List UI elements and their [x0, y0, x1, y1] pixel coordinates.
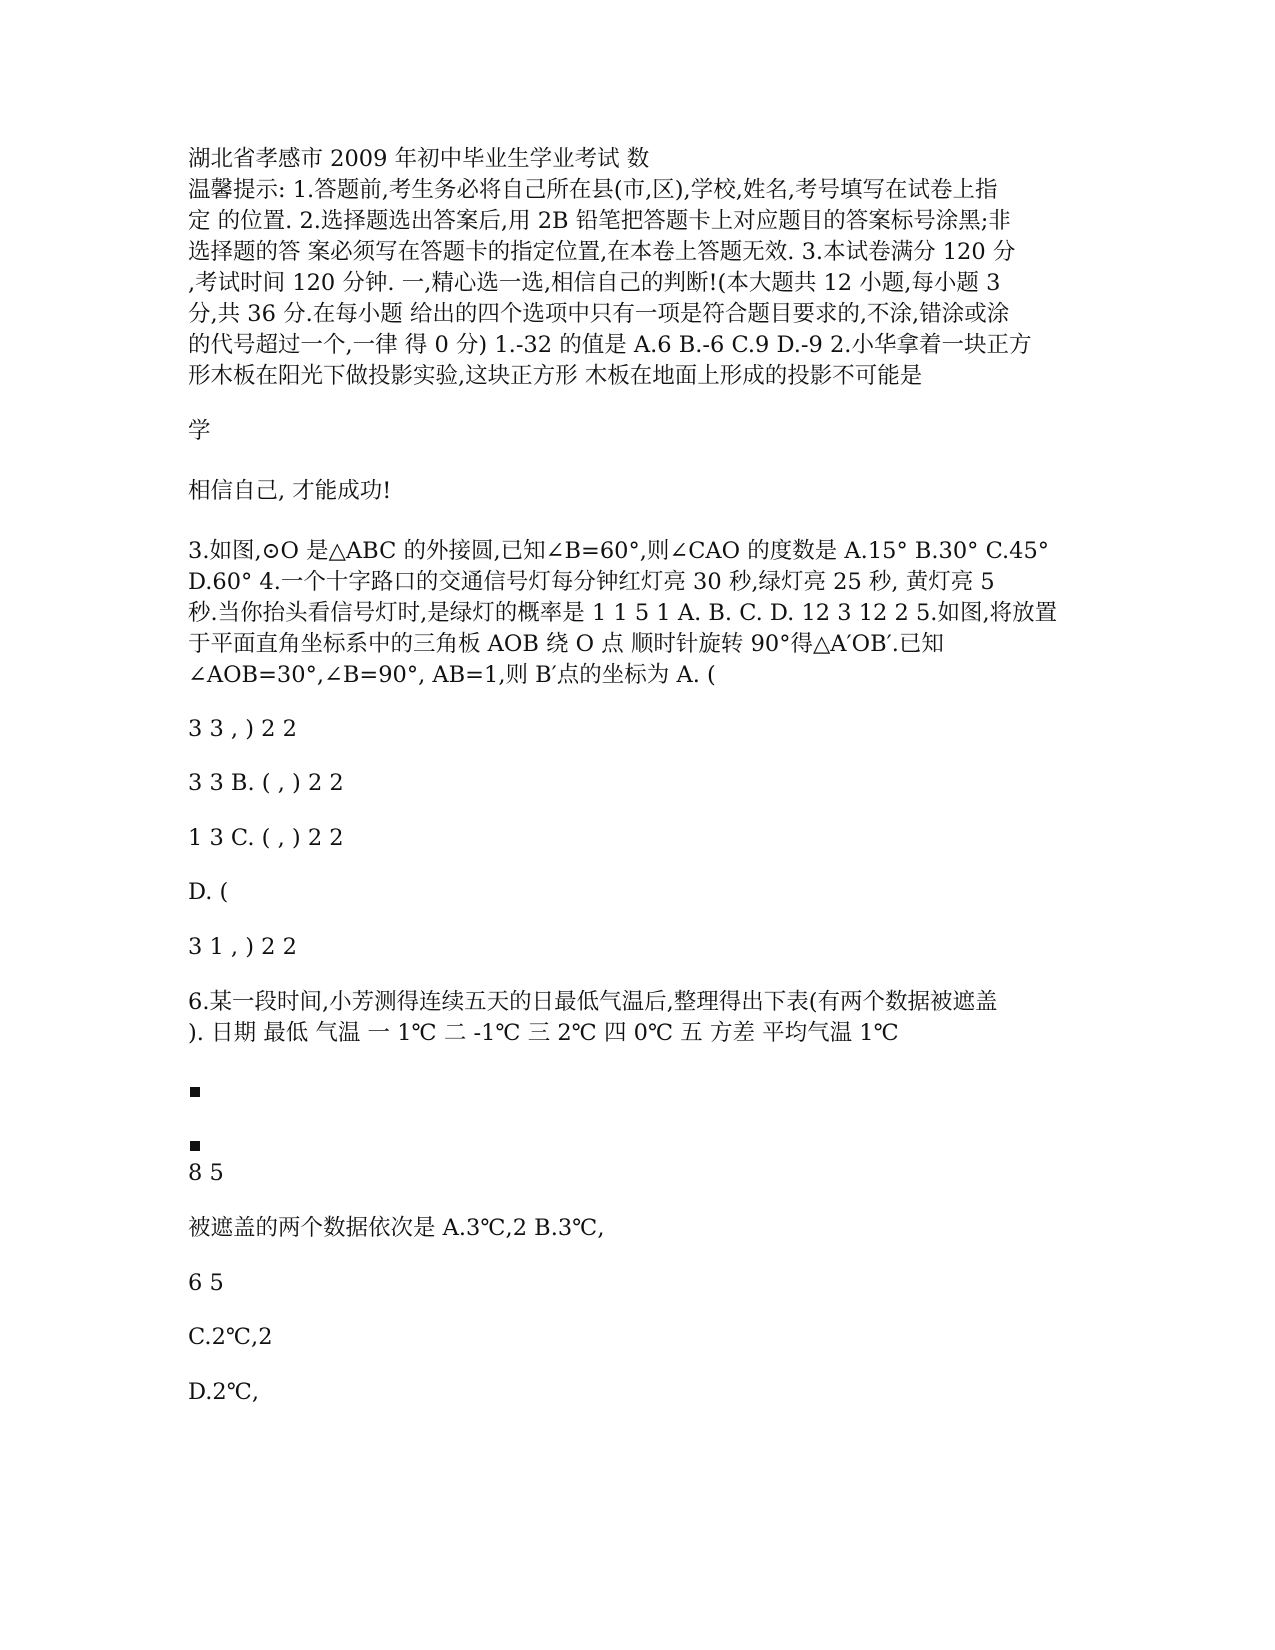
- question-6-options-line: 被遮盖的两个数据依次是 A.3℃,2 B.3℃,: [188, 1215, 605, 1241]
- option-d2-line: D.2℃,: [188, 1379, 260, 1405]
- exam-header-paragraph: 湖北省孝感市 2009 年初中毕业生学业考试 数 温馨提示: 1.答题前,考生务必将自己所在县(市,区),学校,姓名,考号填写在试卷上指 定 的位置. 2.选择题选出答案后,用 2B 铅笔把答题卡上对应题目的答案标号涂黑;非 选择题的答 案必须写在答题卡的指定位置,在本卷上答题无效. 3.本试卷满分 120 分 ,考试时间 120 分钟. 一,精心选一选,相信自己的判断!(本大题共 12 小题,每小题 3 分,共 36 分.在每小题 给出的四个选项中只有一项是符合题目要求的,不涂,错涂或涂 的代号超过一个,一律 得 0 分) 1.-32 的值是 A.6 B.-6 C.9 D.-9 2.小华拿着一块正方 形木板在阳光下做投影实验,这块正方形 木板在地面上形成的投影不可能是: [188, 146, 1032, 389]
- option-d-fraction-line: 3 1 , ) 2 2: [188, 934, 297, 960]
- question-6-paragraph: 6.某一段时间,小芳测得连续五天的日最低气温后,整理得出下表(有两个数据被遮盖 ). 日期 最低 气温 一 1℃ 二 -1℃ 三 2℃ 四 0℃ 五 方差 平均气温 1℃: [188, 989, 998, 1046]
- subject-char-line: 学: [188, 418, 211, 444]
- variance-fraction-line: 8 5: [188, 1160, 224, 1186]
- covered-data-marker-1: [190, 1087, 200, 1097]
- option-a-fraction-line: 3 3 , ) 2 2: [188, 716, 297, 742]
- questions-3-5-paragraph: 3.如图,⊙O 是△ABC 的外接圆,已知∠B=60°,则∠CAO 的度数是 A.15° B.30° C.45° D.60° 4.一个十字路口的交通信号灯每分钟红灯亮 30 秒,绿灯亮 25 秒, 黄灯亮 5 秒.当你抬头看信号灯时,是绿灯的概率是 1 1 5 1 A. B. C. D. 12 3 12 2 5.如图,将放置 于平面直角坐标系中的三角板 AOB 绕 O 点 顺时针旋转 90°得△A′OB′.已知 ∠AOB=30°,∠B=90°, AB=1,则 B′点的坐标为 A. (: [188, 538, 1058, 688]
- option-b-fraction-line: 6 5: [188, 1270, 224, 1296]
- option-b-line: 3 3 B. ( , ) 2 2: [188, 770, 344, 796]
- option-d-line: D. (: [188, 879, 229, 905]
- option-c2-line: C.2℃,2: [188, 1324, 273, 1350]
- covered-data-marker-2: [190, 1141, 200, 1151]
- motto-line: 相信自己, 才能成功!: [188, 478, 392, 504]
- option-c-line: 1 3 C. ( , ) 2 2: [188, 825, 344, 851]
